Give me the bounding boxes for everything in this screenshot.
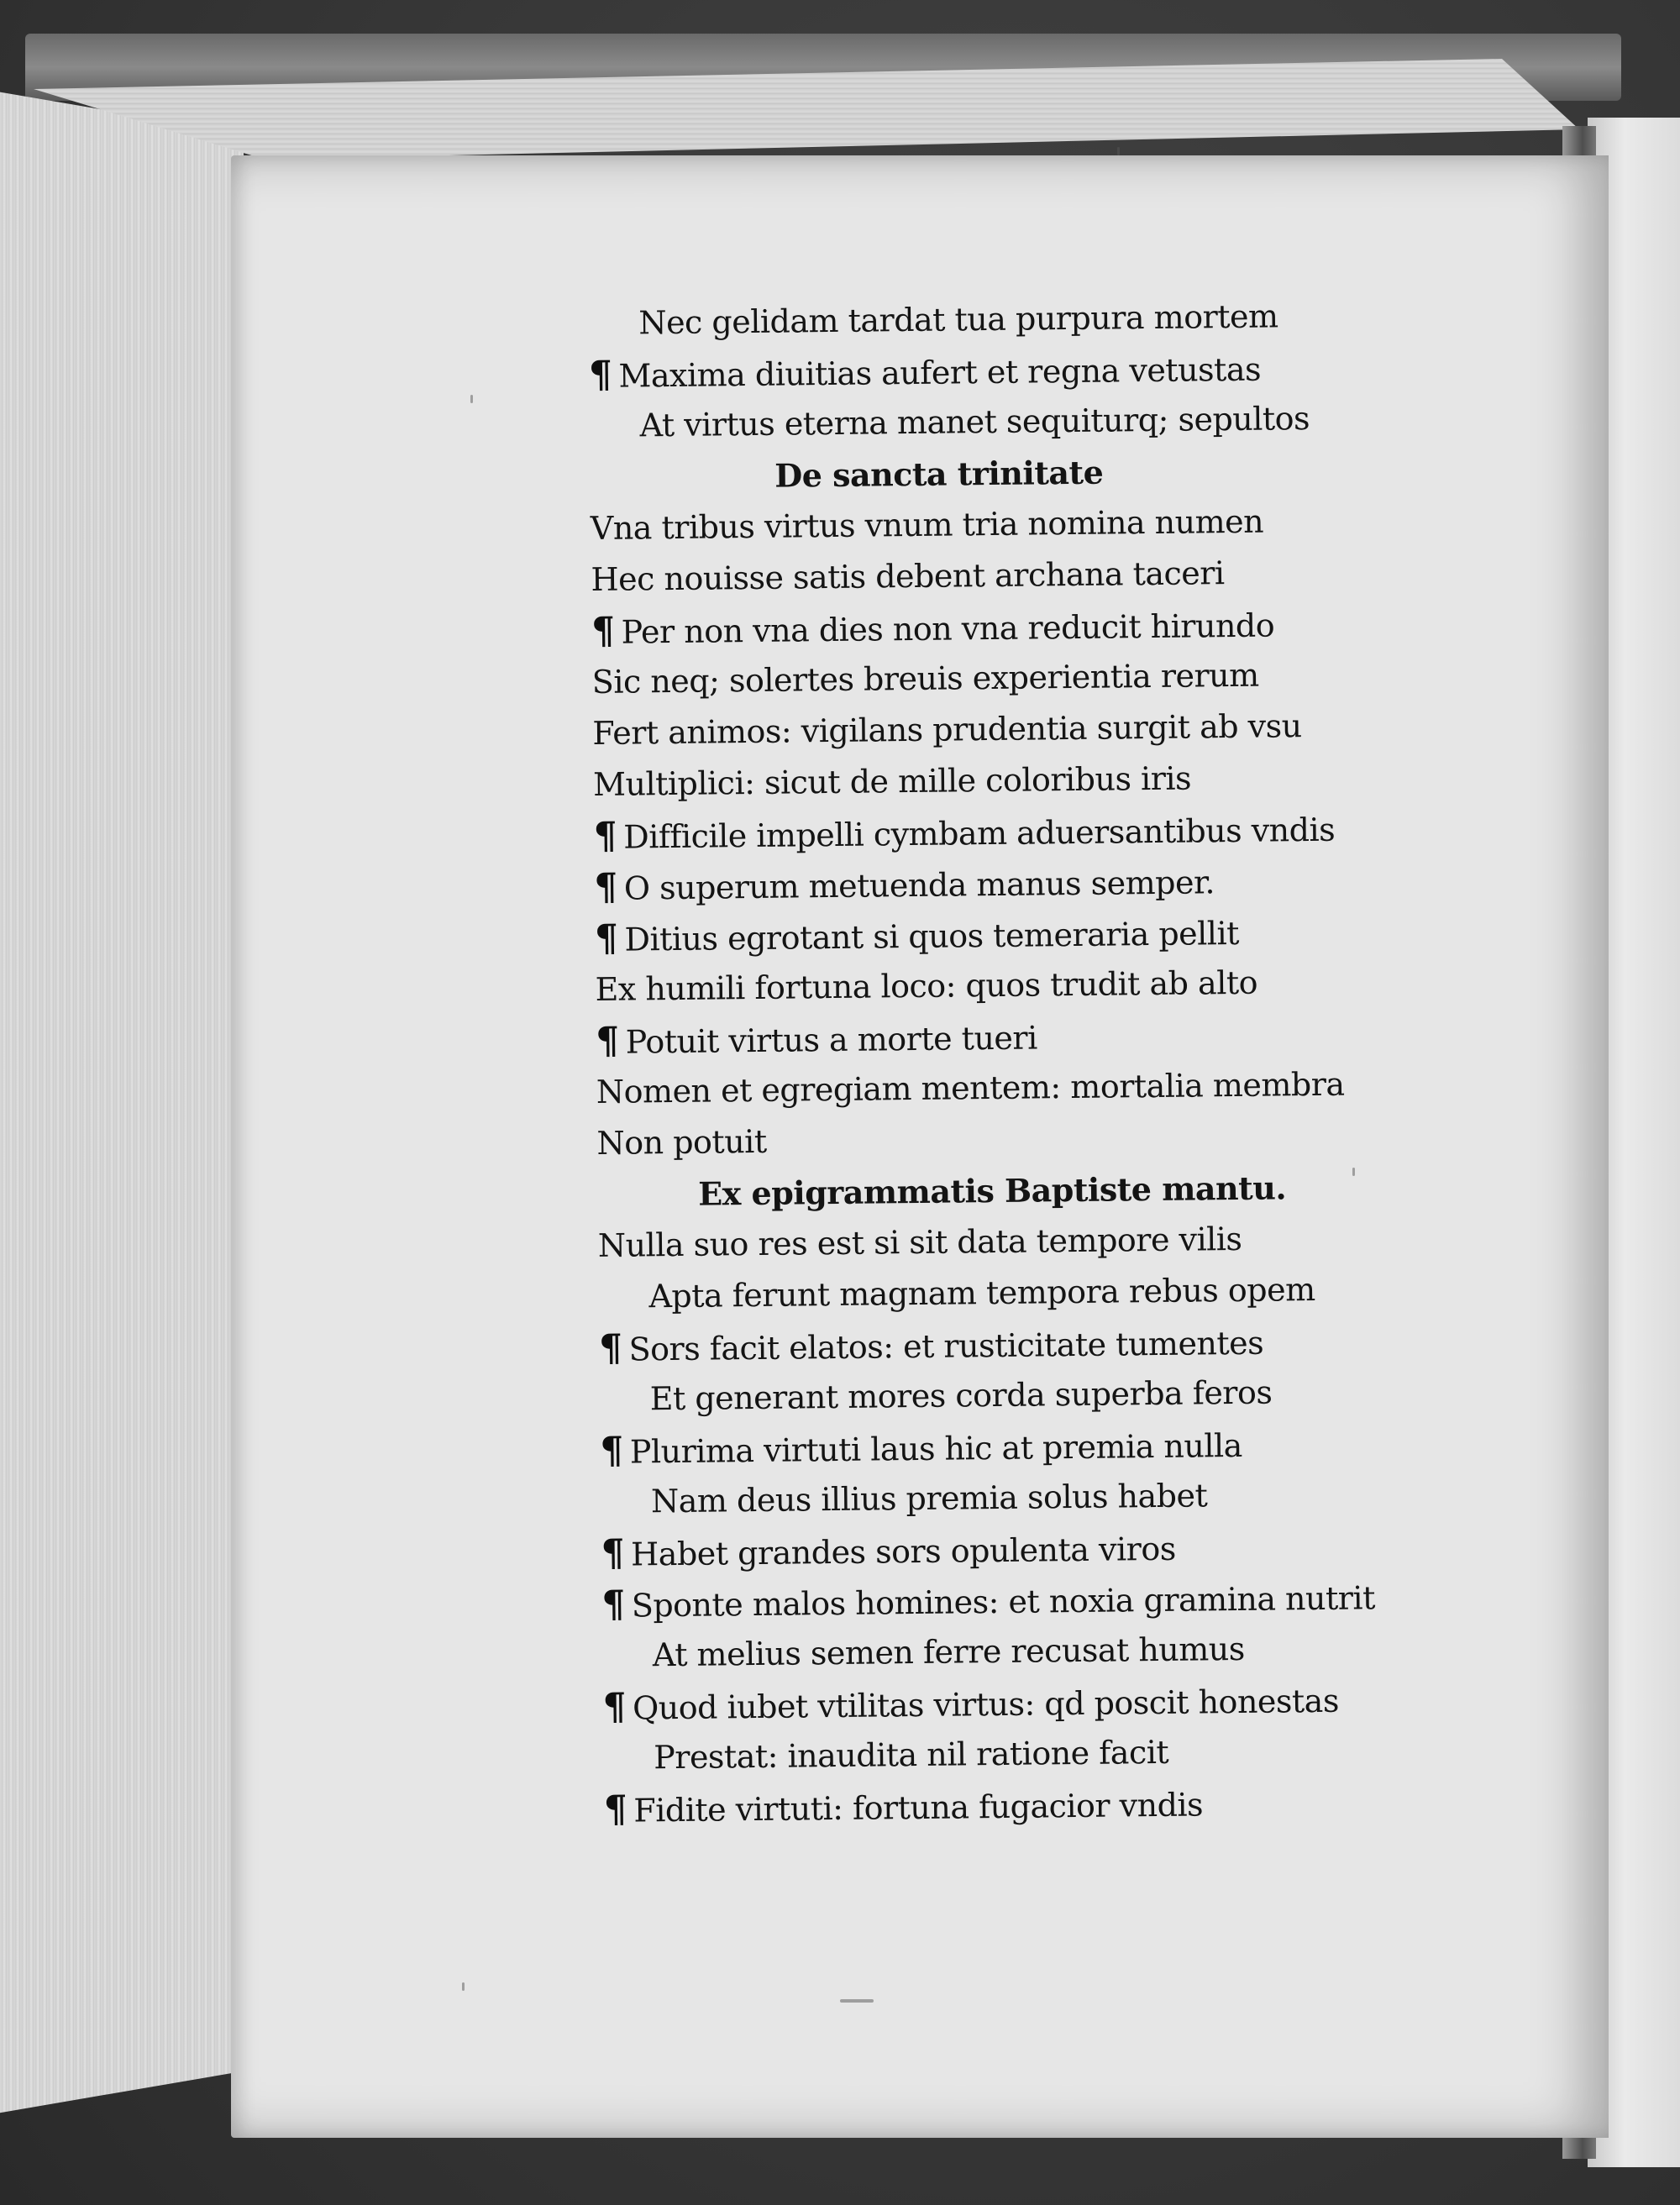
verse-line: [602, 1672, 1527, 1733]
verse-line-text: Difficile impelli cymbam aduersantibus vndis: [622, 811, 1336, 856]
verse-line: [591, 647, 1516, 708]
paragraph-mark-icon: ¶: [595, 1019, 620, 1063]
verse-line: [593, 801, 1518, 862]
verse-line-text: Fidite virtuti: fortuna fugacior vndis: [633, 1786, 1204, 1830]
paper-speck: [462, 1982, 465, 1991]
paragraph-mark-icon: ¶: [601, 1583, 626, 1626]
verse-line-text: Nam deus illius premia solus habet: [650, 1477, 1208, 1520]
verse-line-text: Potuit virtus a morte tueri: [625, 1019, 1037, 1061]
verse-line: [593, 749, 1518, 811]
paper-speck: [1117, 147, 1120, 155]
verse-line-text: Sors facit elatos: et rusticitate tumentes: [628, 1324, 1264, 1368]
verse-line-text: At melius semen ferre recusat humus: [652, 1630, 1246, 1674]
verse-line: [597, 1159, 1522, 1221]
verse-line: [595, 903, 1520, 964]
verse-line: [595, 954, 1520, 1016]
verse-line-text: Nec gelidam tardat tua purpura mortem: [638, 297, 1278, 342]
verse-line: [588, 288, 1513, 349]
verse-line-text: Multiplici: sicut de mille coloribus iris: [592, 759, 1192, 803]
verse-line-text: Et generant mores corda superba feros: [649, 1373, 1273, 1418]
paper-speck: [840, 1999, 874, 2003]
verse-line: [596, 1108, 1521, 1169]
verse-line: [598, 1262, 1523, 1323]
verse-line-text: Ex epigrammatis Baptiste mantu.: [697, 1168, 1287, 1213]
verse-line-text: Per non vna dies non vna reducit hirundo: [621, 606, 1275, 651]
verse-line: [599, 1364, 1524, 1425]
verse-line-text: Prestat: inaudita nil ratione facit: [653, 1733, 1169, 1777]
verse-line-text: Fert animos: vigilans prudentia surgit ab vsu: [592, 707, 1302, 752]
verse-line-text: Maxima diuitias aufert et regna vetustas: [618, 350, 1262, 395]
verse-line: [591, 596, 1516, 657]
verse-text-block: [588, 288, 1528, 1835]
verse-line-text: Ditius egrotant si quos temeraria pellit: [624, 914, 1240, 958]
paragraph-mark-icon: ¶: [594, 865, 618, 909]
verse-line-text: Habet grandes sors opulenta viros: [630, 1530, 1176, 1573]
paragraph-mark-icon: ¶: [598, 1326, 622, 1370]
verse-line: [592, 698, 1517, 759]
verse-line-text: Plurima virtuti laus hic at premia nulla: [629, 1426, 1243, 1471]
verse-line-text: Ex humili fortuna loco: quos trudit ab alto: [595, 963, 1258, 1008]
paragraph-mark-icon: ¶: [600, 1429, 624, 1473]
verse-line-text: Sponte malos homines: et noxia gramina nutrit: [631, 1579, 1376, 1625]
verse-line: [601, 1569, 1526, 1630]
paper-speck: [470, 395, 473, 403]
verse-line: [599, 1313, 1524, 1374]
verse-line: [601, 1518, 1525, 1579]
paragraph-mark-icon: ¶: [603, 1788, 627, 1831]
verse-line: [589, 391, 1514, 452]
verse-line: [601, 1467, 1525, 1528]
verse-line-text: At virtus eterna manet sequiturq; sepultos: [639, 400, 1310, 444]
verse-line: [600, 1415, 1525, 1477]
paragraph-mark-icon: ¶: [591, 609, 615, 653]
verse-line: [596, 1005, 1520, 1067]
verse-line: [590, 442, 1515, 503]
verse-line: [602, 1620, 1527, 1682]
verse-line-text: Hec nouisse satis debent archana taceri: [591, 554, 1225, 598]
verse-line: [589, 339, 1514, 401]
verse-line: [597, 1210, 1522, 1272]
verse-line: [603, 1723, 1528, 1784]
verse-line: [591, 544, 1515, 606]
verse-line: [594, 852, 1519, 913]
verse-line-text: Non potuit: [596, 1122, 767, 1162]
verse-line-text: Apta ferunt magnam tempora rebus opem: [648, 1271, 1315, 1315]
verse-line-text: Nulla suo res est si sit data tempore vilis: [597, 1220, 1242, 1264]
paragraph-mark-icon: ¶: [602, 1685, 627, 1729]
verse-line-text: O superum metuenda manus semper.: [623, 864, 1215, 907]
paragraph-mark-icon: ¶: [594, 916, 618, 960]
paragraph-mark-icon: ¶: [588, 353, 612, 396]
page-stack-fore-edge: [0, 50, 244, 2134]
verse-line: [596, 1057, 1521, 1118]
verse-line: [591, 493, 1515, 554]
verse-line-text: De sancta trinitate: [774, 453, 1104, 495]
verse-line: [604, 1774, 1529, 1835]
verse-line-text: Sic neq; solertes breuis experientia rerum: [591, 656, 1259, 701]
paragraph-mark-icon: ¶: [593, 814, 617, 858]
verse-line-text: Vna tribus virtus vnum tria nomina numen: [590, 502, 1264, 547]
verse-line-text: Nomen et egregiam mentem: mortalia membra: [596, 1065, 1345, 1110]
paragraph-mark-icon: ¶: [601, 1531, 625, 1575]
verse-line-text: Quod iubet vtilitas virtus: qd poscit honestas: [632, 1682, 1340, 1727]
